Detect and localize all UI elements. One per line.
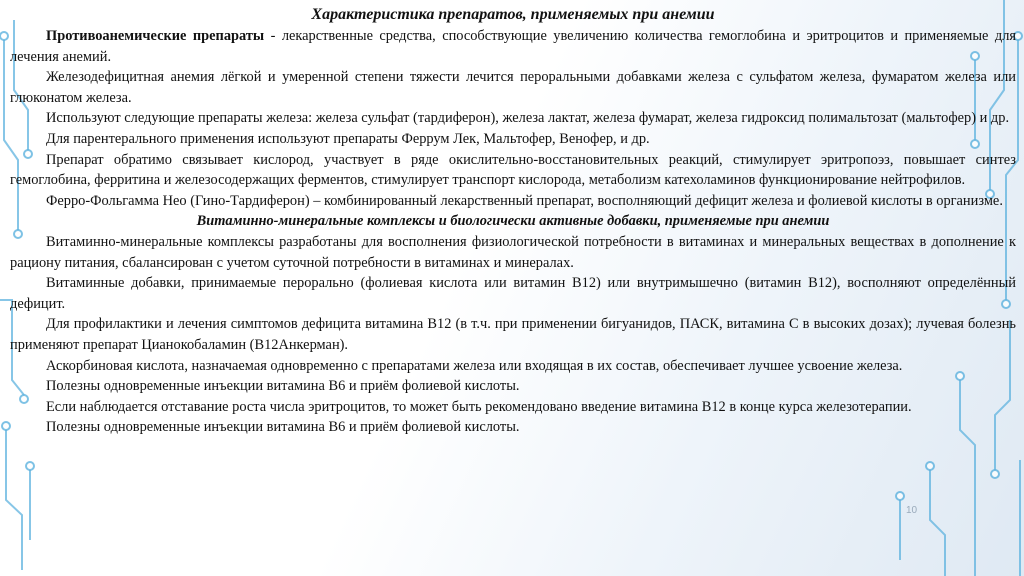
paragraph: Витаминно-минеральные комплексы разработаны для восполнения физиологической потребности в витаминах и минеральных веществах в дополнение к рациону питания, сбалансирован с учетом суточной потребности в витаминах и минералах. bbox=[10, 233, 1016, 271]
page-number: 10 bbox=[906, 505, 918, 516]
intro-paragraph bbox=[10, 26, 1016, 67]
paragraph: Если наблюдается отставание роста числа эритроцитов, то может быть рекомендовано введение витамина В12 в конце курса железотерапии. bbox=[46, 398, 912, 415]
paragraph: Полезны одновременные инъекции витамина В6 и приём фолиевой кислоты. bbox=[46, 419, 520, 436]
paragraph: Витаминные добавки, принимаемые перорально (фолиевая кислота или витамин В12) или внутримышечно (витамин В12), восполняют определённый дефицит. bbox=[10, 275, 1016, 312]
section-subtitle: Витаминно-минеральные комплексы и биологически активные добавки, применяемые при анемии bbox=[196, 213, 830, 230]
slide-title: Характеристика препаратов, применяемых при анемии bbox=[311, 6, 715, 23]
slide-content bbox=[10, 4, 1016, 438]
paragraph: Для парентерального применения используют препараты Феррум Лек, Мальтофер, Венофер, и др. bbox=[46, 130, 650, 147]
paragraph: Железодефицитная анемия лёгкой и умеренной степени тяжести лечится пероральными добавками железа с сульфатом железа, фумаратом железа или глюконатом железа. bbox=[10, 69, 1016, 106]
paragraph: Ферро-Фольгамма Нео (Гино-Тардиферон) – комбинированный лекарственный препарат, восполняющий дефицит железа и фолиевой кислоты в организме. bbox=[46, 192, 1003, 209]
paragraph: Для профилактики и лечения симптомов дефицита витамина В12 (в т.ч. при применении бигуанидов, ПАСК, витамина С в высоких дозах); лучевая болезнь применяют препарат Цианокобаламин (В12Анкерман). bbox=[10, 316, 1016, 353]
intro-text: - лекарственные средства, способствующие увеличению количества гемоглобина и эритроцитов и применяемые для лечения анемий. bbox=[10, 28, 1016, 65]
intro-term: Противоанемические препараты bbox=[46, 28, 265, 44]
paragraph: Используют следующие препараты железа: железа сульфат (тардиферон), железа лактат, железа фумарат, железа гидроксид полимальтозат (мальтофер) и др. bbox=[46, 110, 1010, 127]
paragraph: Аскорбиновая кислота, назначаемая одновременно с препаратами железа или входящая в их состав, обеспечивает лучшее усвоение железа. bbox=[46, 357, 903, 374]
paragraph: Препарат обратимо связывает кислород, участвует в ряде окислительно-восстановительных реакций, стимулирует эритропоэз, повышает синтез гемоглобина, ферритина и железосодержащих ферментов, стимулирует транспорт кислорода, метаболизм катехоламинов функционирование нейтрофилов. bbox=[10, 151, 1016, 189]
paragraph: Полезны одновременные инъекции витамина В6 и приём фолиевой кислоты. bbox=[46, 378, 520, 395]
